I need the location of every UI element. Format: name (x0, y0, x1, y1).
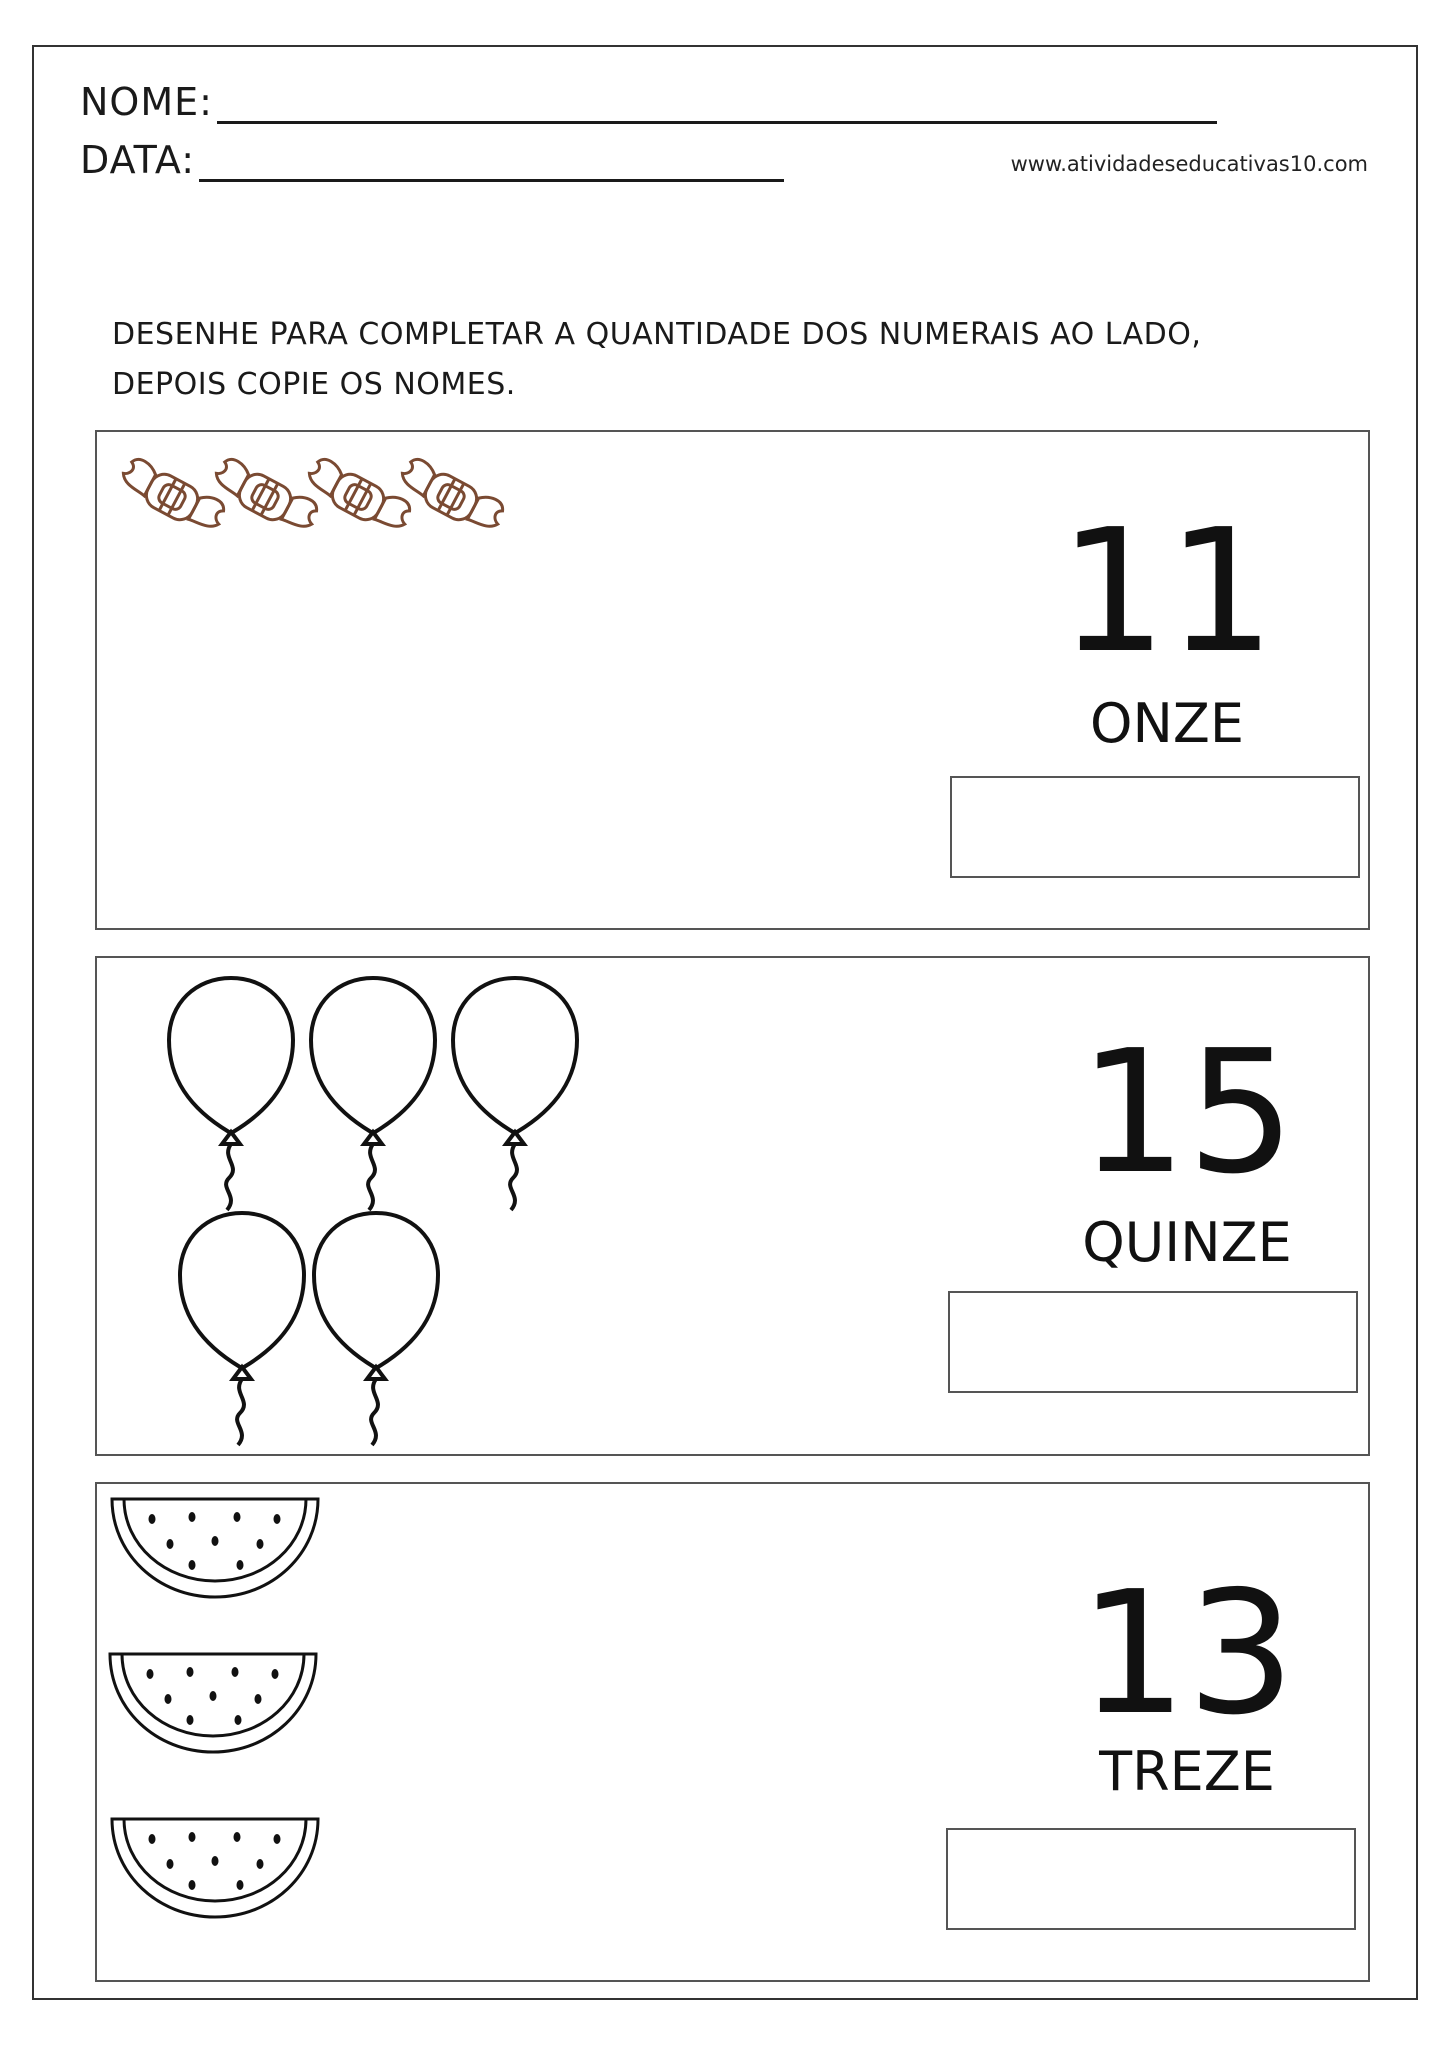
balloon-icon (180, 1213, 304, 1445)
balloon-icon (311, 978, 435, 1210)
balloon-icon (169, 978, 293, 1210)
number-name-treze: TREZE (1099, 1740, 1275, 1803)
balloon-icon (314, 1213, 438, 1445)
answer-box-quinze[interactable] (948, 1291, 1358, 1393)
balloon-icon (453, 978, 577, 1210)
name-field (80, 80, 1217, 124)
numeral-11: 11 (1058, 493, 1276, 691)
date-field (80, 138, 784, 182)
candy-icon (302, 455, 415, 538)
answer-box-onze[interactable] (950, 776, 1360, 878)
candy-icon (395, 455, 508, 538)
number-name-quinze: QUINZE (1082, 1211, 1292, 1274)
name-line[interactable] (217, 87, 1217, 124)
instructions (112, 310, 1362, 410)
number-name-onze: ONZE (1089, 692, 1244, 755)
watermelon-icon (112, 1819, 318, 1917)
answer-box-treze[interactable] (946, 1828, 1356, 1930)
website-url: www.atividadeseducativas10.com (1010, 152, 1368, 176)
date-label: DATA: (80, 138, 196, 182)
date-line[interactable] (199, 145, 784, 182)
numeral-15: 15 (1078, 1014, 1296, 1212)
watermelon-icon (112, 1499, 318, 1597)
exercise-box-quinze (95, 956, 1370, 1456)
candy-icon (209, 455, 322, 538)
watermelon-icon (110, 1654, 316, 1752)
name-label: NOME: (80, 80, 213, 124)
instructions-line-2: DEPOIS COPIE OS NOMES. (112, 367, 516, 402)
exercise-box-treze (95, 1482, 1370, 1982)
instructions-line-1: DESENHE PARA COMPLETAR A QUANTIDADE DOS NUMERAIS AO LADO, (112, 317, 1202, 352)
exercise-box-onze (95, 430, 1370, 930)
numeral-13: 13 (1078, 1555, 1296, 1753)
candy-icon (116, 455, 229, 538)
